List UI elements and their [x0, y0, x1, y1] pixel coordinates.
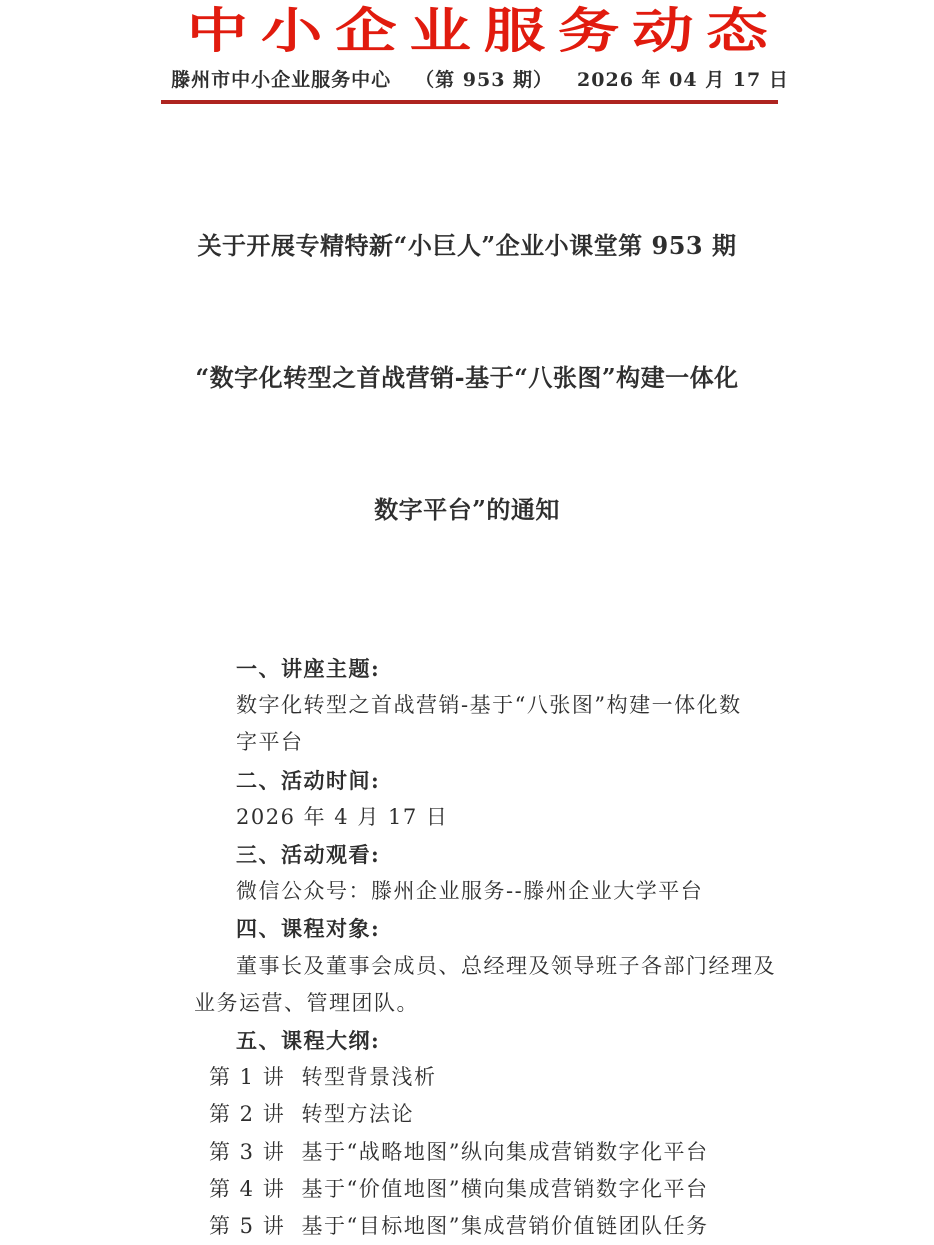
- notice-title-line-2: “数字化转型之首战营销-基于“八张图”构建一体化: [195, 363, 739, 392]
- lecture-topic-line: 数字化转型之首战营销-基于“八张图”构建一体化数: [236, 693, 742, 718]
- masthead-title: 中小企业服务动态: [186, 3, 781, 59]
- section-4-heading: 四、课程对象:: [236, 916, 381, 942]
- notice-title-line-1: 关于开展专精特新“小巨人”企业小课堂第 953 期: [197, 231, 737, 260]
- lecture-item-4: 第 4 讲 基于“价值地图”横向集成营销数字化平台: [209, 1176, 709, 1201]
- lecture-topic-wrap: 字平台: [236, 730, 304, 755]
- notice-title-line-3: 数字平台”的通知: [374, 495, 560, 524]
- lecture-item-3: 第 3 讲 基于“战略地图”纵向集成营销数字化平台: [209, 1139, 709, 1164]
- lecture-item-5: 第 5 讲 基于“目标地图”集成营销价值链团队任务: [209, 1214, 709, 1239]
- document-page: [81, 3, 853, 1239]
- publish-date: 2026 年 04 月 17 日: [577, 69, 789, 91]
- event-date-line: 2026 年 4 月 17 日: [236, 804, 449, 829]
- wechat-channel-line: 微信公众号：滕州企业服务--滕州企业大学平台: [236, 879, 704, 904]
- lecture-item-2: 第 2 讲 转型方法论: [209, 1102, 415, 1127]
- section-3-heading: 三、活动观看:: [236, 842, 381, 868]
- section-5-heading: 五、课程大纲:: [236, 1028, 381, 1054]
- lecture-item-1: 第 1 讲 转型背景浅析: [209, 1065, 437, 1090]
- notice-body: [81, 650, 853, 1245]
- publisher-name: 滕州市中小企业服务中心: [171, 69, 392, 91]
- audience-wrap: 业务运营、管理团队。: [194, 990, 419, 1015]
- section-2-heading: 二、活动时间:: [236, 767, 381, 793]
- issue-number: （第 953 期）: [415, 69, 554, 91]
- section-1-heading: 一、讲座主题:: [236, 656, 381, 681]
- notice-title: [81, 136, 853, 620]
- header-divider: [161, 100, 778, 104]
- masthead-subline: [81, 69, 853, 91]
- audience-line: 董事长及董事会成员、总经理及领导班子各部门经理及: [236, 953, 776, 978]
